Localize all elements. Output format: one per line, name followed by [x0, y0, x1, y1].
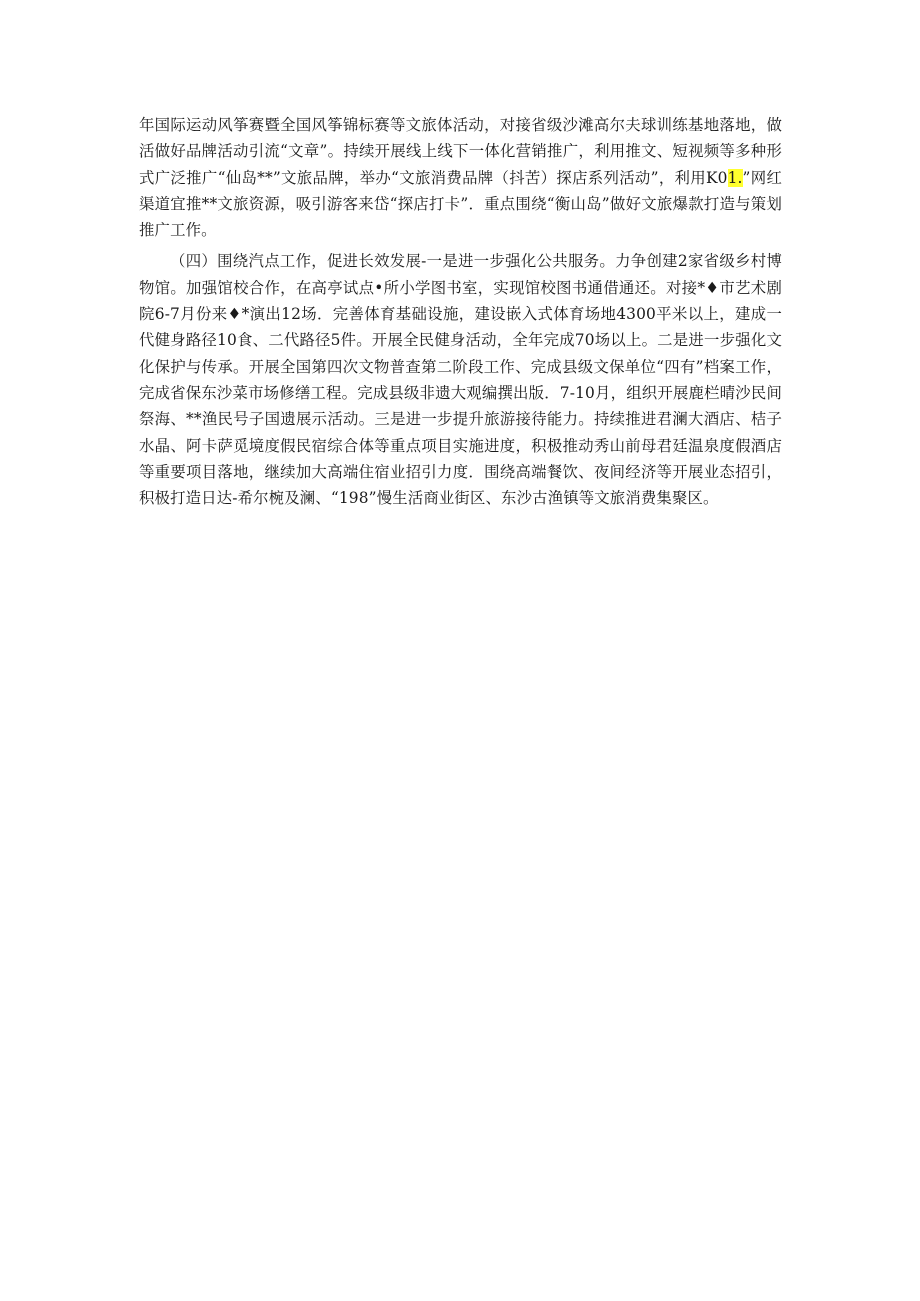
paragraph-text-continued: ”网红渠道宜推**文旅资源，吸引游客来岱“探店打卡”．重点围绕“衡山岛”做好文旅爆款打造与策划推广工作。 [139, 168, 782, 240]
document-page [139, 112, 782, 511]
paragraph-events-promotion [139, 112, 782, 243]
highlighted-text: 1. [727, 168, 743, 187]
paragraph-section-four: （四）围绕汽点工作，促进长效发展-一是进一步强化公共服务。力争创建2家省级乡村博物馆。加强馆校合作，在高亭试点•所小学图书室，实现馆校图书通借通还。对接*♦市艺术剧院6-7月份来♦*演出12场．完善体育基础设施，建设嵌入式体育场地4300平米以上，建成一代健身路径10食、二代路径5件。开展全民健身活动，全年完成70场以上。二是进一步强化文化保护与传承。开展全国第四次文物普查第二阶段工作、完成县级文保单位“四有”档案工作，完成省保东沙菜市场修缮工程。完成县级非遗大观编撰出版．7-10月，组织开展鹿栏晴沙民间祭海、**渔民号子国遗展示活动。三是进一步提升旅游接待能力。持续推进君澜大酒店、桔子水晶、阿卡萨觅境度假民宿综合体等重点项目实施进度，积极推动秀山前母君廷温泉度假酒店等重要项目落地，继续加大高端住宿业招引力度．围绕高端餐饮、夜间经济等开展业态招引，积极打造日达-希尔椀及澜、“198”慢生活商业街区、东沙古渔镇等文旅消费集聚区。 [139, 252, 782, 508]
paragraph-text: 年国际运动风筝赛暨全国风筝锦标赛等文旅体活动，对接省级沙滩高尔夫球训练基地落地，做活做好品牌活动引流“文章”。持续开展线上线下一体化营销推广，利用推文、短视频等多种形式广泛推广“仙岛**”文旅品牌，举办“文旅消费品牌（抖苦）探店系列活动”，利用K0 [139, 116, 782, 187]
